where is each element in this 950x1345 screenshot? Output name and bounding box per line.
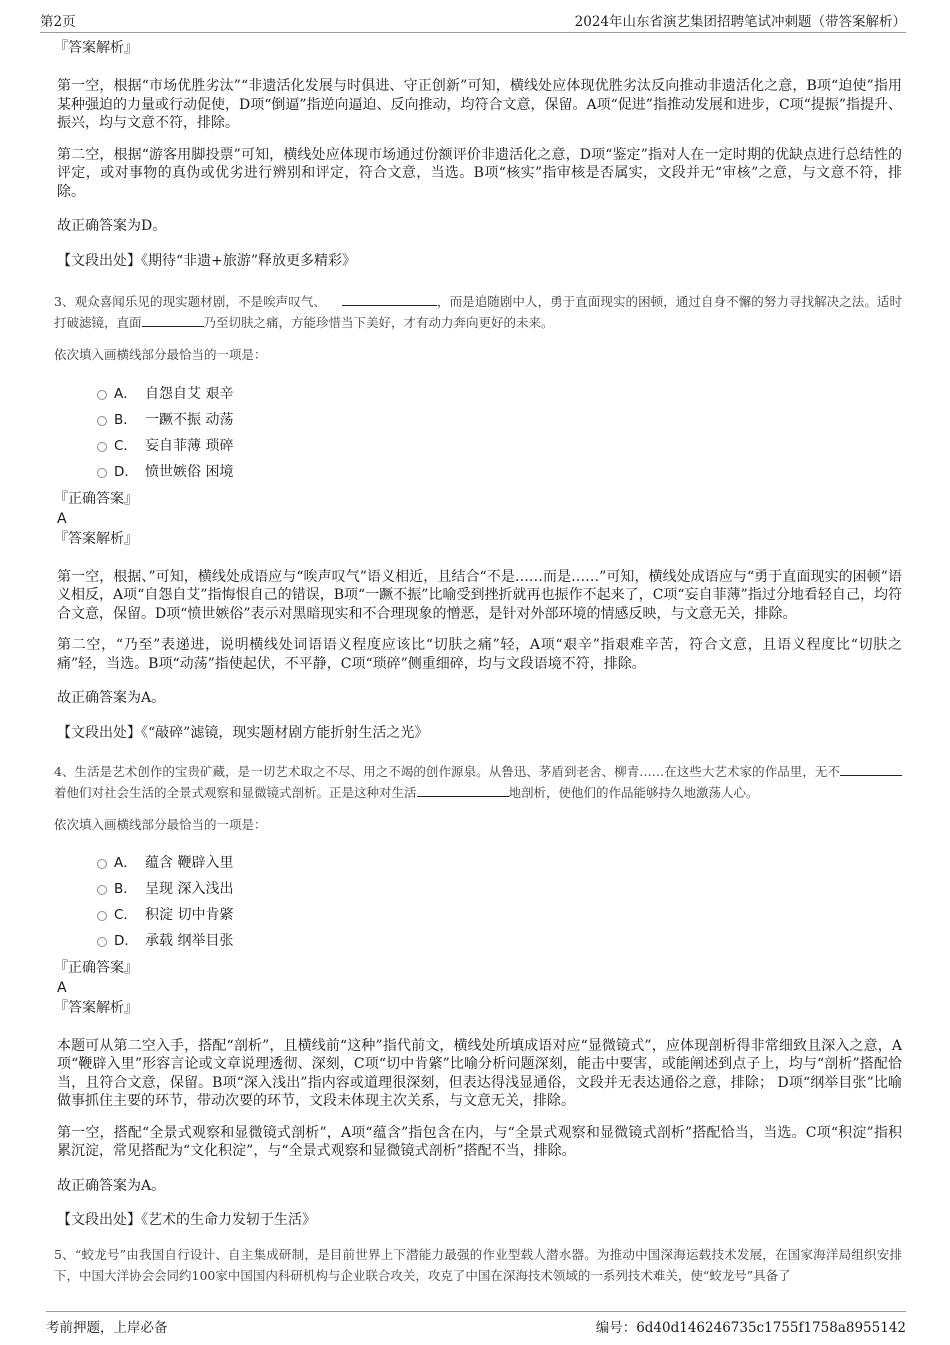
footer-slogan: 考前押题，上岸必备 [46,1320,168,1336]
q3-blank-1 [342,293,437,306]
q3-stem-part-1: 3、观众喜闻乐见的现实题材剧，不是唉声叹气、 [54,293,326,309]
radio-icon[interactable] [97,937,107,947]
q3-blank-2 [142,314,204,327]
page-content [54,38,902,1286]
q3-source: 【文段出处】《“敲碎”滤镜，现实题材剧方能折射生活之光》 [57,724,429,741]
q2-conclusion: 故正确答案为D。 [57,218,167,234]
q5-stem: 5、“蛟龙号”由我国自行设计、自主集成研制，是目前世界上下潜能力最强的作业型载人潜水器。为推动中国深海运载技术发展，在国家海洋局组织安排下，中国大洋协会会同约100家中国国内科研机构与企业联合攻关，攻克了中国在深海技术领域的一系列技术难关，使“蛟龙号”具备了 [54,1247,902,1283]
q4-instruction: 依次填入画横线部分最恰当的一项是： [54,816,267,832]
document-title: 2024年山东省演艺集团招聘笔试冲刺题（带答案解析） [574,14,906,30]
q3-analysis-para-1: 第一空，根据、”可知，横线处成语应与“唉声叹气”语义相近，且结合“不是……而是……”可知，横线处成语应与“勇于直面现实的困顿”语义相反，A项“自怨自艾”指悔恨自己的错误，B项“一蹶不振”比喻受到挫折就再也振作不起来了，C项“妄自菲薄”指过分地看轻自己，均符合文意，保留。D项“愤世嫉俗”表示对黑暗现实和不合理现象的憎恶，是针对外部环境的情感反映，与文意无关，排除。 [57,568,902,622]
q4-blank-2 [417,784,509,797]
q4-answer-label: 『正确答案』 [54,959,138,976]
radio-icon[interactable] [97,442,107,452]
page-number: 第2页 [40,14,76,30]
q3-answer: A [57,510,67,527]
q2-analysis-label: 『答案解析』 [54,40,138,56]
radio-icon[interactable] [97,416,107,426]
q3-stem-part-2: ，而是追随剧中人，勇于直面现实的困顿，通过自身不懈的努力寻找解决之法。适时打破滤镜，直面 [54,293,902,330]
page-header [40,8,906,33]
q4-stem [54,761,902,803]
q2-analysis-para-1: 第一空，根据“市场优胜劣汰”“非遗活化发展与时俱进、守正创新”可知，横线处应体现优胜劣汰反向推动非遗活化之意，B项“迫使”指用某种强迫的力量或行动促使，D项“倒逼”指逆向逼迫、反向推动，均符合文意，保留。A项“促进”指推动发展和进步，C项“提振”指提升、振兴，均与文意不符，排除。 [57,78,902,131]
q3-instruction: 依次填入画横线部分最恰当的一项是： [54,346,267,362]
q3-option-c[interactable]: C． 妄自菲薄 琐碎 [97,433,902,459]
q4-option-a[interactable]: A． 蕴含 鞭辟入里 [97,850,902,876]
q4-blank-1 [840,763,902,776]
q4-source: 【文段出处】《艺术的生命力发轫于生活》 [57,1212,316,1228]
q4-stem-part-1: 4、生活是艺术创作的宝贵矿藏，是一切艺术取之不尽、用之不竭的创作源泉。从鲁迅、茅盾到老舍、柳青……在这些大艺术家的作品里，无不 [54,763,840,779]
q2-analysis-para-2: 第二空，根据“游客用脚投票”可知，横线处应体现市场通过份额评价非遗活化之意，D项“鉴定”指对人在一定时期的优缺点进行总结性的评定，或对事物的真伪或优劣进行辨别和评定，符合文意，当选。B项“核实”指审核是否属实，文段并无“审核”之意，与文意不符，排除。 [57,146,902,200]
q3-options [97,381,902,485]
q3-analysis-para-2: 第二空，“乃至”表递进，说明横线处词语语义程度应该比“切肤之痛”轻，A项“艰辛”指艰难辛苦，符合文意，且语义程度比“切肤之痛”轻，当选。B项“动荡”指使起伏，不平静，C项“琐碎”侧重细碎，均与文段语境不符，排除。 [57,637,902,672]
radio-icon[interactable] [97,911,107,921]
q3-option-b[interactable]: B． 一蹶不振 动荡 [97,407,902,433]
q4-conclusion: 故正确答案为A。 [57,1177,166,1194]
q3-option-d[interactable]: D． 愤世嫉俗 困境 [97,459,902,485]
radio-icon[interactable] [97,885,107,895]
page-footer [46,1311,906,1338]
radio-icon[interactable] [97,859,107,869]
q4-options [97,850,902,954]
q4-analysis-para-2: 第一空，搭配“全景式观察和显微镜式剖析”，A项“蕴含”指包含在内，与“全景式观察和显微镜式剖析”搭配恰当，当选。C项“积淀”指积累沉淀，常见搭配为“文化积淀”，与“全景式观察和显微镜式剖析”搭配不当，排除。 [57,1124,902,1159]
q4-option-d[interactable]: D． 承载 纲举目张 [97,928,902,954]
radio-icon[interactable] [97,468,107,478]
q4-stem-part-2: 着他们对社会生活的全景式观察和显微镜式剖析。正是这种对生活 [54,784,417,800]
q4-answer: A [57,979,67,996]
document-id: 编号：6d40d146246735c1755f1758a8955142 [595,1320,906,1336]
q3-conclusion: 故正确答案为A。 [57,690,166,706]
radio-icon[interactable] [97,390,107,400]
q4-option-c[interactable]: C． 积淀 切中肯綮 [97,902,902,928]
q4-analysis-para-1: 本题可从第二空入手，搭配“剖析”，且横线前“这种”指代前文，横线处所填成语对应“显微镜式”，应体现剖析得非常细致且深入之意，A项“鞭辟入里”形容言论或文章说理透彻、深刻，C项“切中肯綮”比喻分析问题深刻，能击中要害，或能阐述到点子上，均与“剖析”搭配恰当，且符合文意，保留。B项“深入浅出”指内容或道理很深刻，但表达得浅显通俗，文段并无表达通俗之意，排除； D项“纲举目张”比喻做事抓住主要的环节，带动次要的环节，文段未体现主次关系，与文意无关，排除。 [57,1037,902,1109]
q4-option-b[interactable]: B． 呈现 深入浅出 [97,876,902,902]
q2-source: 【文段出处】《期待“非遗+旅游”释放更多精彩》 [57,252,357,269]
q3-analysis-label: 『答案解析』 [54,530,138,547]
q3-answer-label: 『正确答案』 [54,490,138,507]
q4-analysis-label: 『答案解析』 [54,999,138,1016]
q4-stem-part-3: 地剖析，使他们的作品能够持久地激荡人心。 [508,784,759,800]
q3-stem-part-3: 乃至切肤之痛，方能珍惜当下美好，才有动力奔向更好的未来。 [203,314,554,330]
q3-option-a[interactable]: A． 自怨自艾 艰辛 [97,381,902,407]
q3-stem [54,291,902,333]
